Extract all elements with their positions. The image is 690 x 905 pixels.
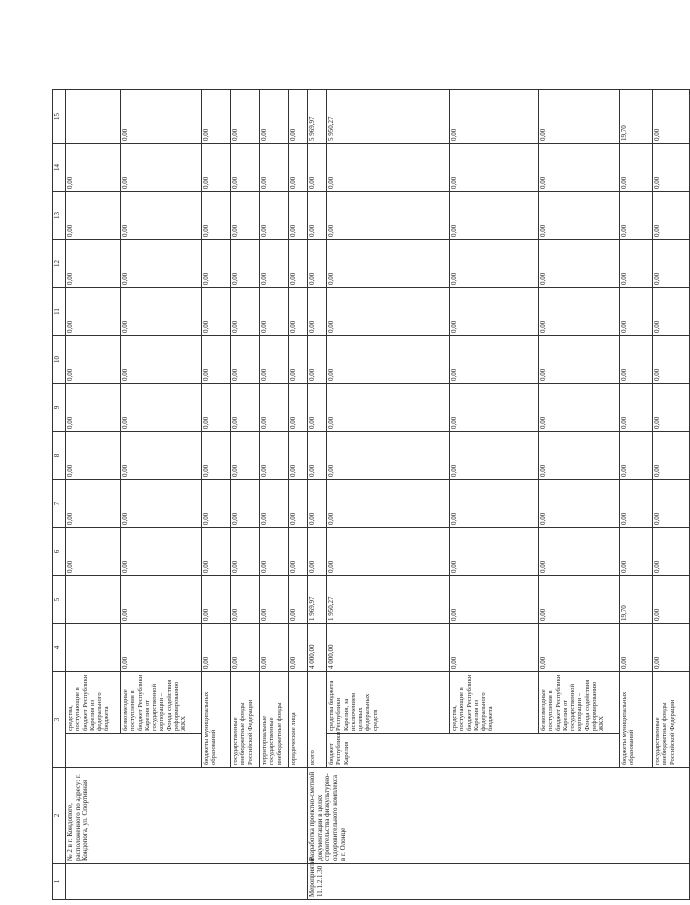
value-cell: 0,00 — [231, 528, 260, 576]
value-cell: 0,00 — [231, 384, 260, 432]
value-cell: 0,00 — [620, 192, 653, 240]
funding-source-cell: средства, поступающие в бюджет Республики Карелия из федерального бюджета — [450, 672, 539, 734]
value-cell: 0,00 — [121, 336, 202, 384]
col-header: 5 — [53, 576, 66, 624]
funding-source-cell: юридические лица — [289, 672, 308, 768]
value-cell: 0,00 — [66, 288, 121, 336]
value-cell: 0,00 — [327, 192, 450, 240]
value-cell — [66, 90, 121, 144]
value-cell: 1 950,27 — [327, 576, 450, 624]
value-cell: 0,00 — [289, 624, 308, 672]
table-row — [308, 90, 327, 900]
value-cell: 0,00 — [231, 336, 260, 384]
value-cell: 0,00 — [231, 576, 260, 624]
value-cell: 0,00 — [653, 288, 690, 336]
measure-name-cell: Разработка проектно-сметной документации в целях строительства физкультурно-оздоровительного комплекса в г. Олонце — [308, 768, 690, 864]
value-cell: 0,00 — [289, 528, 308, 576]
value-cell: 0,00 — [539, 624, 620, 672]
value-cell: 0,00 — [539, 432, 620, 480]
value-cell: 0,00 — [66, 336, 121, 384]
value-cell: 0,00 — [539, 336, 620, 384]
value-cell: 0,00 — [620, 624, 653, 672]
value-cell: 0,00 — [308, 240, 327, 288]
value-cell: 0,00 — [121, 528, 202, 576]
value-cell — [66, 576, 121, 624]
value-cell: 0,00 — [289, 384, 308, 432]
col-header: 11 — [53, 288, 66, 336]
col-header: 6 — [53, 528, 66, 576]
value-cell: 0,00 — [539, 528, 620, 576]
value-cell: 0,00 — [260, 90, 289, 144]
value-cell: 0,00 — [653, 432, 690, 480]
table-header — [53, 90, 66, 900]
col-header: 4 — [53, 624, 66, 672]
col-header: 15 — [53, 90, 66, 144]
value-cell: 19,70 — [620, 90, 653, 144]
funding-source-cell: средства, поступающие в бюджет Республики Карелия из федерального бюджета — [66, 672, 121, 734]
value-cell: 1 969,97 — [308, 576, 327, 624]
col-header: 2 — [53, 768, 66, 864]
value-cell: 0,00 — [202, 90, 231, 144]
value-cell: 0,00 — [121, 144, 202, 192]
value-cell: 0,00 — [66, 480, 121, 528]
value-cell: 0,00 — [231, 432, 260, 480]
col-header: 13 — [53, 192, 66, 240]
table-body — [66, 90, 690, 900]
value-cell: 0,00 — [308, 432, 327, 480]
value-cell: 0,00 — [653, 240, 690, 288]
value-cell: 0,00 — [66, 144, 121, 192]
value-cell: 0,00 — [231, 480, 260, 528]
measure-code-cell — [66, 864, 308, 900]
value-cell: 0,00 — [653, 192, 690, 240]
value-cell: 0,00 — [308, 144, 327, 192]
value-cell: 0,00 — [450, 624, 539, 672]
value-cell: 0,00 — [620, 432, 653, 480]
value-cell: 0,00 — [450, 90, 539, 144]
value-cell: 0,00 — [202, 480, 231, 528]
value-cell: 0,00 — [620, 240, 653, 288]
value-cell: 0,00 — [539, 90, 620, 144]
value-cell: 0,00 — [289, 288, 308, 336]
value-cell: 0,00 — [289, 240, 308, 288]
value-cell: 0,00 — [202, 192, 231, 240]
value-cell: 0,00 — [539, 576, 620, 624]
value-cell: 0,00 — [327, 288, 450, 336]
value-cell: 0,00 — [66, 192, 121, 240]
value-cell: 0,00 — [289, 432, 308, 480]
value-cell: 0,00 — [653, 576, 690, 624]
value-cell: 0,00 — [450, 192, 539, 240]
value-cell: 0,00 — [620, 528, 653, 576]
value-cell: 0,00 — [202, 288, 231, 336]
value-cell: 0,00 — [450, 240, 539, 288]
value-cell: 0,00 — [653, 624, 690, 672]
funding-source-cell: средства бюджета Республики Карелия, за исключением целевых федеральных средств — [327, 672, 450, 734]
value-cell: 0,00 — [260, 144, 289, 192]
value-cell: 0,00 — [450, 528, 539, 576]
value-cell: 0,00 — [289, 480, 308, 528]
value-cell: 0,00 — [66, 240, 121, 288]
value-cell: 0,00 — [327, 144, 450, 192]
funding-source-cell: всего — [308, 672, 327, 768]
value-cell: 0,00 — [289, 192, 308, 240]
value-cell: 0,00 — [202, 624, 231, 672]
value-cell: 0,00 — [620, 384, 653, 432]
value-cell: 0,00 — [260, 432, 289, 480]
value-cell: 0,00 — [289, 576, 308, 624]
value-cell: 0,00 — [450, 576, 539, 624]
value-cell: 0,00 — [121, 384, 202, 432]
value-cell: 0,00 — [231, 624, 260, 672]
value-cell: 0,00 — [202, 336, 231, 384]
value-cell: 0,00 — [121, 624, 202, 672]
col-header: 10 — [53, 336, 66, 384]
funding-source-cell: безвозмездные поступления в бюджет Республики Карелия от государственной корпорации – Фонда содействия реформированию ЖКХ — [121, 672, 202, 734]
value-cell: 0,00 — [308, 336, 327, 384]
value-cell: 0,00 — [202, 528, 231, 576]
value-cell: 0,00 — [202, 432, 231, 480]
value-cell: 0,00 — [289, 90, 308, 144]
value-cell — [66, 624, 121, 672]
value-cell: 0,00 — [66, 432, 121, 480]
value-cell: 0,00 — [450, 480, 539, 528]
value-cell: 0,00 — [539, 192, 620, 240]
value-cell: 0,00 — [231, 288, 260, 336]
value-cell: 0,00 — [66, 384, 121, 432]
value-cell: 0,00 — [289, 144, 308, 192]
value-cell: 0,00 — [653, 480, 690, 528]
value-cell: 0,00 — [66, 528, 121, 576]
value-cell: 0,00 — [327, 528, 450, 576]
value-cell: 0,00 — [260, 576, 289, 624]
value-cell: 0,00 — [121, 480, 202, 528]
value-cell: 0,00 — [231, 90, 260, 144]
value-cell: 0,00 — [620, 480, 653, 528]
col-header: 14 — [53, 144, 66, 192]
value-cell: 0,00 — [450, 384, 539, 432]
value-cell: 0,00 — [539, 480, 620, 528]
value-cell: 0,00 — [327, 240, 450, 288]
value-cell: 0,00 — [653, 384, 690, 432]
value-cell: 0,00 — [260, 528, 289, 576]
value-cell: 0,00 — [450, 288, 539, 336]
value-cell: 0,00 — [231, 240, 260, 288]
value-cell: 0,00 — [539, 144, 620, 192]
value-cell: 0,00 — [308, 528, 327, 576]
value-cell: 0,00 — [327, 384, 450, 432]
scanned-page — [52, 90, 676, 900]
source-group-cell — [66, 734, 202, 768]
col-header: 3 — [53, 672, 66, 768]
value-cell: 0,00 — [653, 90, 690, 144]
funding-source-cell: государственные внебюджетные фонды Российской Федерации — [231, 672, 260, 768]
value-cell: 0,00 — [260, 240, 289, 288]
value-cell: 4 000,00 — [327, 624, 450, 672]
value-cell: 0,00 — [260, 624, 289, 672]
value-cell: 0,00 — [620, 336, 653, 384]
value-cell: 0,00 — [450, 144, 539, 192]
budget-group-cell: бюджет Республики Карелия — [327, 734, 620, 768]
value-cell: 0,00 — [121, 240, 202, 288]
value-cell: 0,00 — [121, 288, 202, 336]
value-cell: 0,00 — [202, 240, 231, 288]
value-cell: 0,00 — [260, 192, 289, 240]
value-cell: 0,00 — [121, 432, 202, 480]
value-cell: 0,00 — [450, 336, 539, 384]
value-cell: 0,00 — [327, 480, 450, 528]
value-cell: 5 950,27 — [327, 90, 450, 144]
col-header: 12 — [53, 240, 66, 288]
value-cell: 0,00 — [539, 240, 620, 288]
value-cell: 0,00 — [121, 576, 202, 624]
value-cell: 0,00 — [121, 192, 202, 240]
value-cell: 0,00 — [450, 432, 539, 480]
col-header: 7 — [53, 480, 66, 528]
value-cell: 4 000,00 — [308, 624, 327, 672]
value-cell: 0,00 — [620, 288, 653, 336]
value-cell: 19,70 — [620, 576, 653, 624]
table-row — [66, 90, 121, 900]
value-cell: 0,00 — [289, 336, 308, 384]
col-header: 8 — [53, 432, 66, 480]
value-cell: 0,00 — [308, 288, 327, 336]
col-header: 9 — [53, 384, 66, 432]
value-cell: 0,00 — [308, 480, 327, 528]
value-cell: 0,00 — [260, 480, 289, 528]
value-cell: 0,00 — [327, 336, 450, 384]
funding-source-cell: территориальные государственные внебюджетные фонды — [260, 672, 289, 768]
value-cell: 0,00 — [260, 336, 289, 384]
funding-source-cell: бюджеты муниципальных образований — [202, 672, 231, 768]
value-cell: 0,00 — [620, 144, 653, 192]
measure-code-cell: Мероприятие 11.1.2.1.30 — [308, 864, 690, 900]
funding-source-cell: безвозмездные поступления в бюджет Республики Карелия от государственной корпорации – Фонда содействия реформированию ЖКХ — [539, 672, 620, 734]
rotated-table-wrapper — [52, 90, 676, 900]
value-cell: 0,00 — [260, 288, 289, 336]
measure-name-cell: № 2 в г. Кондопоге, расположенного по адресу: г. Кондопога, ул. Спортивная — [66, 768, 308, 864]
value-cell: 0,00 — [539, 384, 620, 432]
col-header: 1 — [53, 864, 66, 900]
funding-source-cell: бюджеты муниципальных образований — [620, 672, 653, 768]
value-cell: 0,00 — [202, 576, 231, 624]
value-cell: 0,00 — [308, 192, 327, 240]
value-cell: 0,00 — [231, 192, 260, 240]
value-cell: 0,00 — [231, 144, 260, 192]
value-cell: 0,00 — [308, 384, 327, 432]
value-cell: 5 969,97 — [308, 90, 327, 144]
value-cell: 0,00 — [202, 384, 231, 432]
value-cell: 0,00 — [653, 144, 690, 192]
value-cell: 0,00 — [539, 288, 620, 336]
value-cell: 0,00 — [327, 432, 450, 480]
value-cell: 0,00 — [653, 528, 690, 576]
value-cell: 0,00 — [121, 90, 202, 144]
budget-table — [52, 89, 690, 900]
value-cell: 0,00 — [653, 336, 690, 384]
value-cell: 0,00 — [202, 144, 231, 192]
funding-source-cell: государственные внебюджетные фонды Российской Федерации — [653, 672, 690, 768]
value-cell: 0,00 — [260, 384, 289, 432]
